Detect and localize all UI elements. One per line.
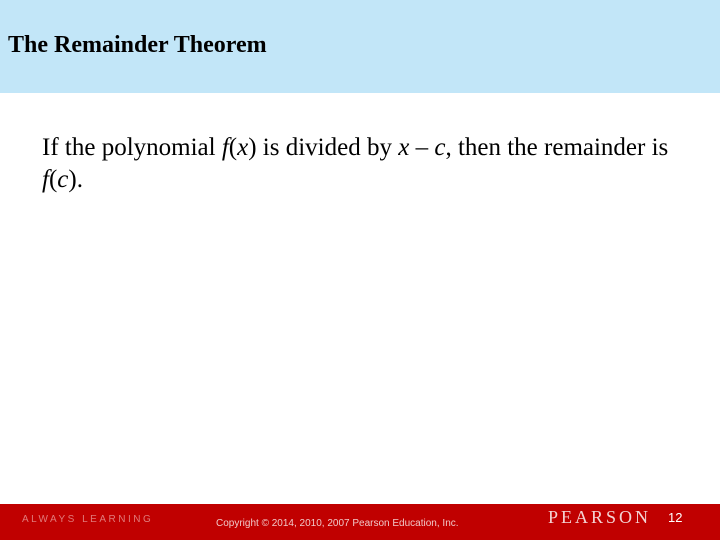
slide-title: The Remainder Theorem (8, 32, 267, 58)
text-run: – (409, 134, 435, 161)
constant-symbol: c (434, 134, 446, 161)
constant-symbol: c (57, 166, 69, 193)
text-run: ( (48, 166, 58, 193)
footer-bar (0, 504, 720, 540)
publisher-logo: PEARSON (548, 507, 652, 527)
footer-tagline: ALWAYS LEARNING (22, 514, 154, 525)
function-symbol: f (221, 134, 229, 161)
variable-symbol: x (237, 134, 249, 161)
variable-symbol: x (398, 134, 410, 161)
theorem-statement (42, 132, 682, 196)
text-run: ) is divided by (248, 134, 399, 161)
text-run: ). (68, 166, 83, 193)
function-symbol: f (42, 166, 49, 193)
page-number: 12 (668, 510, 683, 525)
text-run: If the polynomial (42, 134, 222, 161)
copyright-notice: Copyright © 2014, 2010, 2007 Pearson Education, Inc. (216, 518, 459, 529)
title-bar (0, 0, 720, 93)
text-run: ( (228, 134, 238, 161)
text-run: , then the remainder is (445, 134, 669, 161)
